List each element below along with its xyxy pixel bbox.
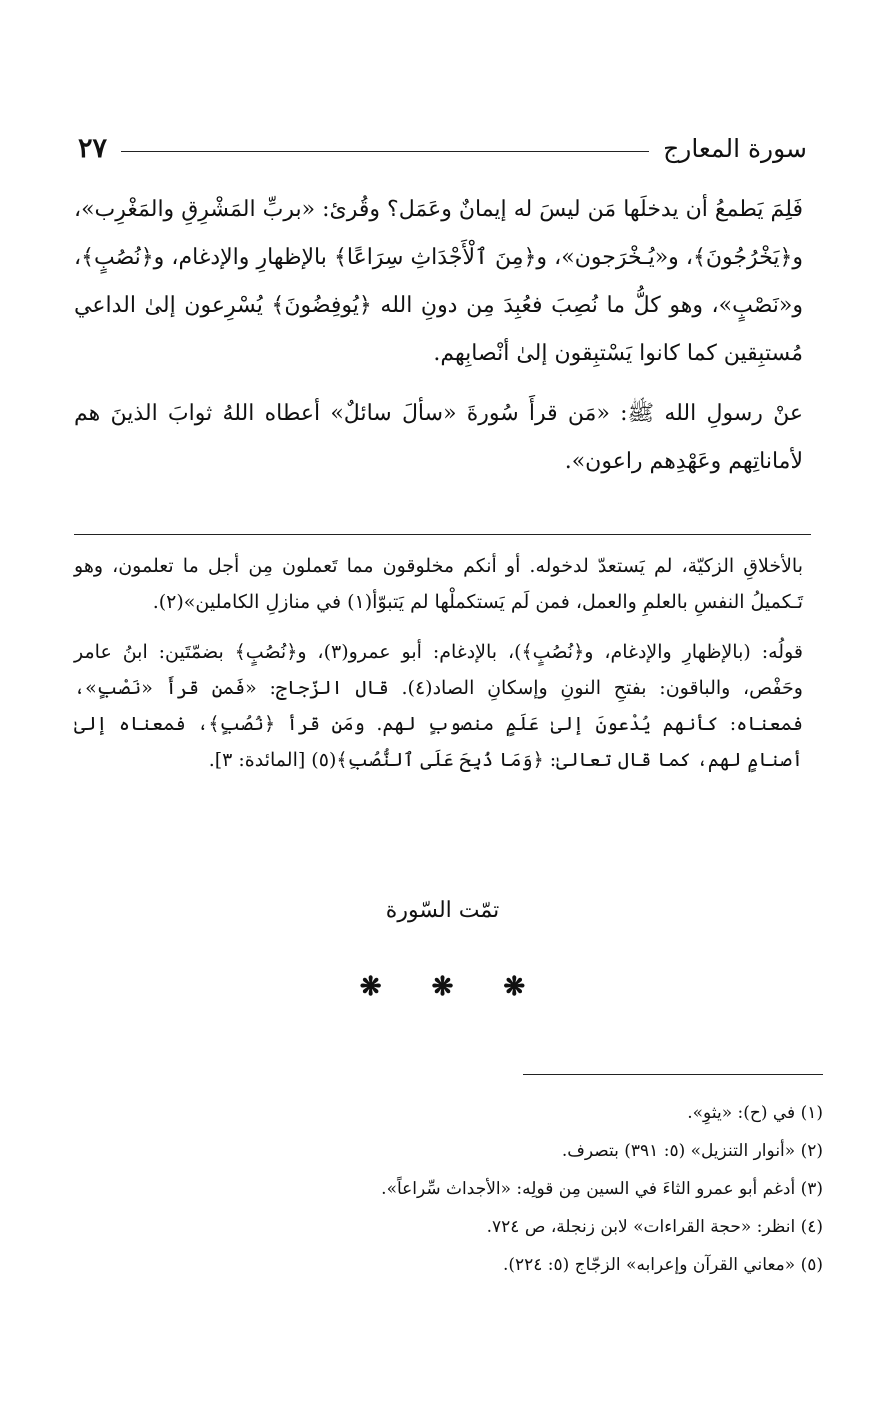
- star-ornament-icon: ❋: [431, 972, 454, 1002]
- running-header: [78, 128, 807, 168]
- header-rule: [121, 151, 649, 152]
- footnote: (٢) «أنوار التنزيل» (٥: ٣٩١) بتصرف.: [561, 1141, 823, 1161]
- ornament-stars: [0, 972, 885, 1002]
- main-paragraph: عنْ رسولِ الله ﷺ: «مَن قرأَ سُورةَ «سألَ سائلٌ» أعطاه اللهُ ثوابَ الذينَ هم لأماناتِهم وعَهْدِهم راعون».: [74, 401, 803, 474]
- page-number: ٢٧: [78, 132, 108, 164]
- footnote: (٣) أدغم أبو عمرو الثاءَ في السين مِن قولِه: «الأجداث سِّراعاً».: [381, 1179, 823, 1199]
- commentary-paragraph: قولُه: (بالإظهارِ والإدغام، و﴿نُصُبٍ﴾)، بالإدغام: أبو عمرو(٣)، و﴿نُصُبٍ﴾ بضمّتَين: ابنُ عامر وحَفْص، والباقون: بفتحِ النونِ وإسكانِ الصاد(٤). قال الزّجاج: «فَمن قرأَ «نَصْبٍ»، فمعناه: كأنهم يُدْعونَ إلىٰ عَلَمٍ منصوبٍ لهم. ومَن قرأ ﴿نُصُبٍ﴾، فمعناه إلىٰ أصنامٍ لهم، كما قال تعالىٰ: ﴿وَمَا ذُبِحَ عَلَى ٱلنُّصُبِ﴾(٥) [المائدة: ٣].: [74, 641, 803, 771]
- section-divider: [74, 534, 811, 535]
- footnote: (٥) «معاني القرآن وإعرابه» الزجّاج (٥: ٢٢٤).: [502, 1255, 823, 1275]
- star-ornament-icon: ❋: [359, 972, 382, 1002]
- star-ornament-icon: ❋: [503, 972, 526, 1002]
- footnote: (١) في (ح): «يثوِ».: [687, 1103, 823, 1123]
- footnotes: [74, 1094, 823, 1284]
- running-header-title: سورة المعارج: [663, 133, 807, 163]
- main-paragraph: فَلِمَ يَطمعُ أن يدخلَها مَن ليسَ له إيمانٌ وعَمَل؟ وقُرئ: «بربِّ المَشْرِقِ والمَغْرِب»، و﴿يَخْرُجُونَ﴾، و«يُـخْرَجون»، و﴿مِنَ ٱلْأَجْدَاثِ سِرَاعًا﴾ بالإظهارِ والإدغام، و﴿نُصُبٍ﴾، و«نَصْبٍ»، وهو كلُّ ما نُصِبَ فعُبِدَ مِن دونِ الله ﴿يُوفِضُونَ﴾ يُسْرِعون إلىٰ الداعي مُستبِقين كما كانوا يَسْتبِقون إلىٰ أنْصابِهم.: [74, 197, 803, 366]
- footnote: (٤) انظر: «حجة القراءات» لابن زنجلة، ص ٧٢٤.: [486, 1217, 823, 1237]
- commentary-text: [74, 548, 803, 792]
- surah-end-note: تمّت السّورة: [385, 898, 500, 923]
- commentary-paragraph: بالأخلاقِ الزكيّة، لم يَستعدّ لدخوله. أو أنكم مخلوقون مما تَعملون مِن أجل ما تعلمون، وهو تَـكميلُ النفسِ بالعلمِ والعمل، فمن لَم يَستكملْها لم يَتبوّأ(١) في منازلِ الكاملين»(٢).: [74, 555, 803, 613]
- main-text: [74, 186, 803, 498]
- footnote-divider: [523, 1074, 823, 1075]
